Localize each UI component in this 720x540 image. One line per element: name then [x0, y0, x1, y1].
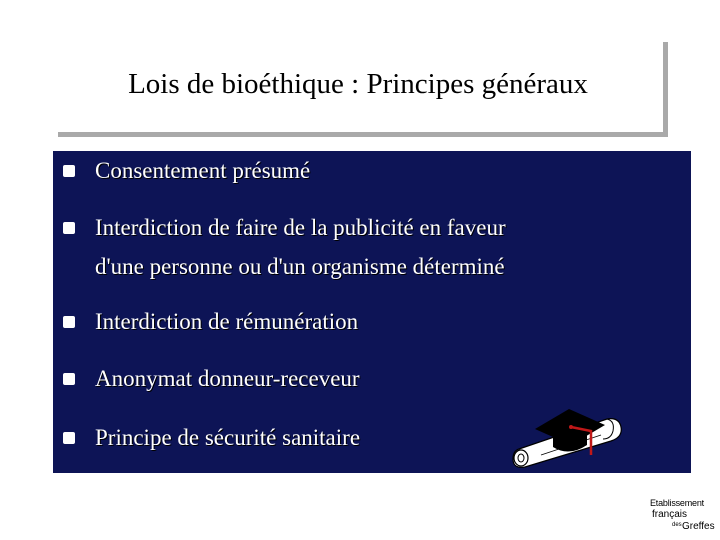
square-bullet-icon [63, 222, 75, 234]
slide-title: Lois de bioéthique : Principes généraux [128, 68, 588, 100]
content-panel [53, 151, 691, 473]
logo-line-4: Greffes [682, 521, 715, 532]
organization-logo [646, 498, 716, 538]
bullet-item-4: Anonymat donneur-receveur [95, 366, 360, 391]
logo-line-1: Etablissement [650, 498, 704, 508]
bullet-item-5: Principe de sécurité sanitaire [95, 425, 361, 450]
bullet-item-2-line-2: d'une personne ou d'un organisme déterminé [95, 254, 505, 279]
bullet-item-2: Interdiction de faire de la publicité en faveur [95, 215, 506, 240]
graduation-cap-diploma-icon [511, 405, 623, 469]
title-box [53, 37, 663, 132]
square-bullet-icon [63, 373, 75, 385]
bullet-item-3: Interdiction de rémunération [95, 309, 359, 334]
square-bullet-icon [63, 432, 75, 444]
logo-line-3: des [672, 522, 682, 528]
square-bullet-icon [63, 316, 75, 328]
logo-line-2: français [652, 509, 688, 520]
square-bullet-icon [63, 165, 75, 177]
bullet-item-1: Consentement présumé [95, 158, 311, 183]
